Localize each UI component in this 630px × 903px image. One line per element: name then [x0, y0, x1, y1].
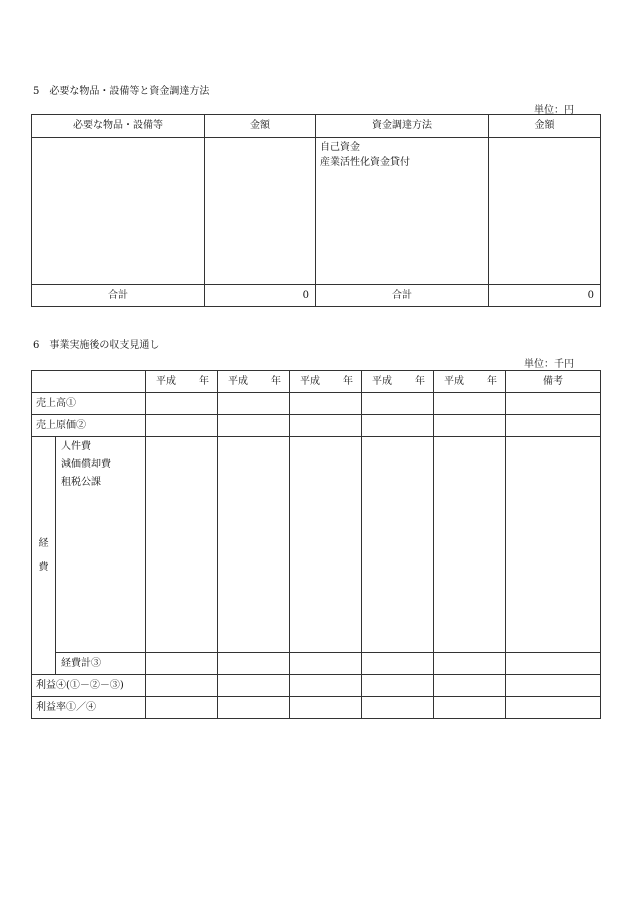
expenses-group-label: 経 費: [32, 437, 56, 675]
remarks-cell[interactable]: [506, 415, 601, 437]
value-cell[interactable]: [218, 675, 290, 697]
sales-row: [32, 393, 601, 415]
amount-cell[interactable]: [205, 138, 316, 285]
header-equipment: 必要な物品・設備等: [32, 115, 205, 138]
value-cell[interactable]: [362, 697, 434, 719]
year-header[interactable]: 平成 年: [218, 371, 290, 393]
remarks-cell[interactable]: [506, 393, 601, 415]
value-cell[interactable]: [146, 697, 218, 719]
year-header[interactable]: 平成 年: [146, 371, 218, 393]
section6-heading: 6 事業実施後の収支見通し: [33, 340, 160, 351]
sales-label: 売上高①: [32, 393, 146, 415]
expenses-row: [32, 437, 601, 653]
value-cell[interactable]: [290, 697, 362, 719]
cost-of-sales-label: 売上原価②: [32, 415, 146, 437]
funding-method-cell[interactable]: [316, 138, 489, 285]
year-header[interactable]: 平成 年: [434, 371, 506, 393]
value-cell[interactable]: [146, 653, 218, 675]
expenses-total-label: 経費計③: [56, 653, 146, 675]
header-funding-amount: 金額: [489, 115, 601, 138]
value-cell[interactable]: [434, 675, 506, 697]
value-cell[interactable]: [434, 653, 506, 675]
total-label-left: 合計: [32, 285, 205, 307]
expense-item: 減価償却費: [61, 459, 111, 470]
equipment-funding-table: [31, 114, 601, 307]
value-cell[interactable]: [146, 437, 218, 653]
value-cell[interactable]: [362, 393, 434, 415]
remarks-cell[interactable]: [506, 653, 601, 675]
total-value-right: 0: [489, 285, 601, 307]
total-value-left: 0: [205, 285, 316, 307]
equipment-cell[interactable]: [32, 138, 205, 285]
value-cell[interactable]: [290, 675, 362, 697]
value-cell[interactable]: [362, 675, 434, 697]
section6-unit: 単位：千円: [524, 359, 574, 370]
funding-method-item: 自己資金: [320, 142, 360, 153]
value-cell[interactable]: [146, 675, 218, 697]
value-cell[interactable]: [218, 697, 290, 719]
value-cell[interactable]: [290, 437, 362, 653]
header-amount: 金額: [205, 115, 316, 138]
value-cell[interactable]: [146, 393, 218, 415]
table-body-row: [32, 138, 601, 285]
profit-label: 利益④(①－②－③): [32, 675, 146, 697]
year-header[interactable]: 平成 年: [362, 371, 434, 393]
cost-of-sales-row: [32, 415, 601, 437]
expense-item: 人件費: [61, 441, 91, 452]
profit-rate-row: [32, 697, 601, 719]
year-header[interactable]: 平成 年: [290, 371, 362, 393]
remarks-cell[interactable]: [506, 675, 601, 697]
profit-row: [32, 675, 601, 697]
section5-heading: 5 必要な物品・設備等と資金調達方法: [33, 86, 210, 97]
remarks-cell[interactable]: [506, 697, 601, 719]
total-label-right: 合計: [316, 285, 489, 307]
table-header-row: [32, 115, 601, 138]
year-header-row: [32, 371, 601, 393]
funding-method-item: 産業活性化資金貸付: [320, 157, 410, 168]
funding-amount-cell[interactable]: [489, 138, 601, 285]
value-cell[interactable]: [434, 697, 506, 719]
value-cell[interactable]: [218, 437, 290, 653]
value-cell[interactable]: [290, 415, 362, 437]
table-total-row: [32, 285, 601, 307]
remarks-cell[interactable]: [506, 437, 601, 653]
expense-items: [56, 437, 146, 653]
expenses-total-row: [32, 653, 601, 675]
income-projection-table: [31, 370, 601, 719]
value-cell[interactable]: [218, 653, 290, 675]
profit-rate-label: 利益率①／④: [32, 697, 146, 719]
header-funding-method: 資金調達方法: [316, 115, 489, 138]
value-cell[interactable]: [290, 653, 362, 675]
section5-unit: 単位：円: [534, 105, 574, 116]
value-cell[interactable]: [218, 415, 290, 437]
remarks-header: 備考: [506, 371, 601, 393]
value-cell[interactable]: [146, 415, 218, 437]
value-cell[interactable]: [434, 415, 506, 437]
value-cell[interactable]: [218, 393, 290, 415]
value-cell[interactable]: [290, 393, 362, 415]
header-blank: [32, 371, 146, 393]
expense-item: 租税公課: [61, 477, 101, 488]
value-cell[interactable]: [434, 437, 506, 653]
value-cell[interactable]: [434, 393, 506, 415]
value-cell[interactable]: [362, 415, 434, 437]
value-cell[interactable]: [362, 437, 434, 653]
value-cell[interactable]: [362, 653, 434, 675]
